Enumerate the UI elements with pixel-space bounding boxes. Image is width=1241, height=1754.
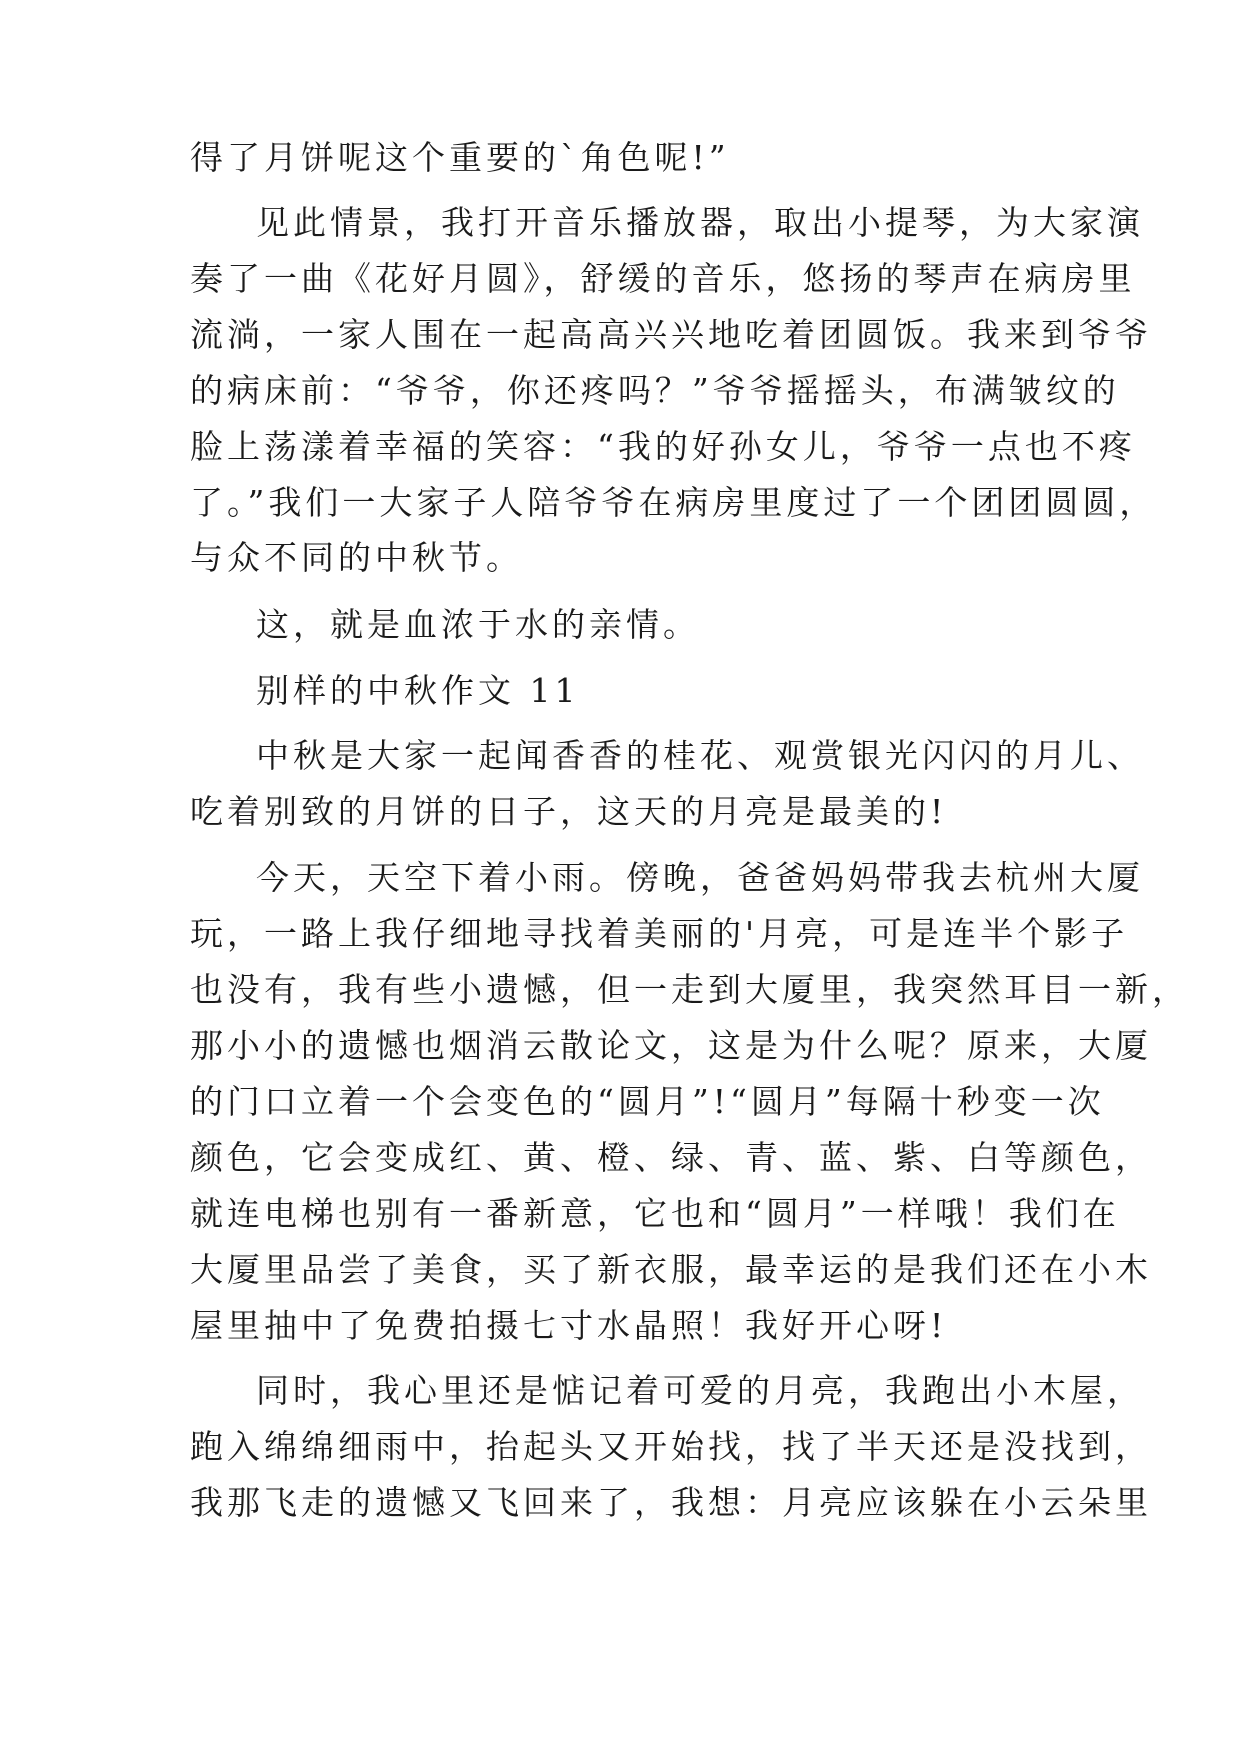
text-line: 得了月饼呢这个重要的`角色呢!” — [190, 138, 730, 177]
text-line: 今天，天空下着小雨。傍晚，爸爸妈妈带我去杭州大厦 — [256, 858, 1144, 897]
text-line: 玩，一路上我仔细地寻找着美丽的'月亮，可是连半个影子 — [190, 914, 1129, 953]
text-line: 大厦里品尝了美食，买了新衣服，最幸运的是我们还在小木 — [190, 1250, 1152, 1289]
text-line: 屋里抽中了免费拍摄七寸水晶照！我好开心呀! — [190, 1306, 948, 1345]
text-line: 吃着别致的月饼的日子，这天的月亮是最美的! — [190, 792, 948, 831]
text-line: 中秋是大家一起闻香香的桂花、观赏银光闪闪的月儿、 — [256, 736, 1144, 775]
text-line: 的门口立着一个会变色的“圆月”!“圆月”每隔十秒变一次 — [190, 1082, 1105, 1121]
text-line: 的病床前：“爷爷，你还疼吗？”爷爷摇摇头，布满皱纹的 — [190, 371, 1120, 410]
text-line: 见此情景，我打开音乐播放器，取出小提琴，为大家演 — [256, 203, 1144, 242]
text-line: 脸上荡漾着幸福的笑容：“我的好孙女儿，爷爷一点也不疼 — [190, 427, 1136, 466]
text-line: 那小小的遗憾也烟消云散论文，这是为什么呢？原来，大厦 — [190, 1026, 1152, 1065]
text-line: 也没有，我有些小遗憾，但一走到大厦里，我突然耳目一新， — [190, 970, 1189, 1009]
text-line: 颜色，它会变成红、黄、橙、绿、青、蓝、紫、白等颜色， — [190, 1138, 1152, 1177]
text-line: 我那飞走的遗憾又飞回来了，我想：月亮应该躲在小云朵里 — [190, 1483, 1152, 1522]
text-line: 这，就是血浓于水的亲情。 — [256, 605, 700, 644]
section-heading: 别样的中秋作文 11 — [256, 671, 580, 710]
text-line: 就连电梯也别有一番新意，它也和“圆月”一样哦！我们在 — [190, 1194, 1120, 1233]
text-line: 同时，我心里还是惦记着可爱的月亮，我跑出小木屋， — [256, 1371, 1144, 1410]
text-line: 流淌，一家人围在一起高高兴兴地吃着团圆饭。我来到爷爷 — [190, 315, 1152, 354]
text-line: 与众不同的中秋节。 — [190, 538, 523, 577]
text-line: 了。”我们一大家子人陪爷爷在病房里度过了一个团团圆圆， — [190, 483, 1157, 522]
text-line: 跑入绵绵细雨中，抬起头又开始找，找了半天还是没找到， — [190, 1427, 1152, 1466]
text-line: 奏了一曲《花好月圆》，舒缓的音乐，悠扬的琴声在病房里 — [190, 259, 1136, 298]
